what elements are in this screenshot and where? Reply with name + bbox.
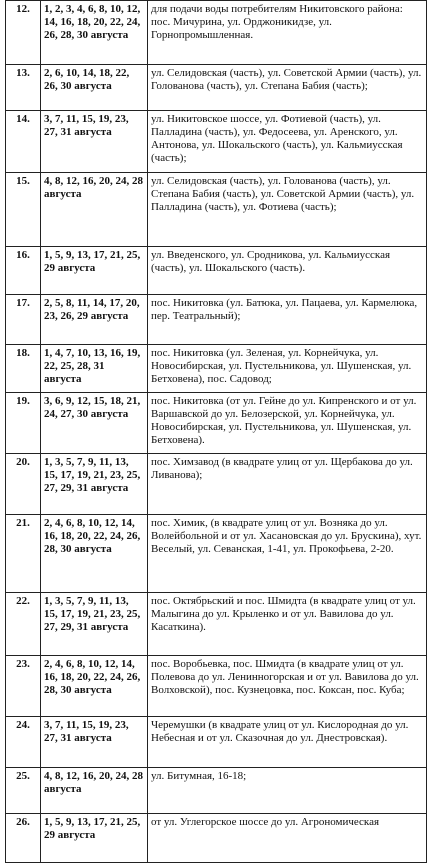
table-row [6, 173, 427, 247]
row-number: 16. [6, 247, 41, 295]
row-number: 23. [6, 656, 41, 717]
water-schedule-table [5, 0, 427, 863]
row-number: 13. [6, 65, 41, 111]
supply-area: пос. Воробьевка, пос. Шмидта (в квадрате улиц от ул. Полевова до ул. Ленинногорская и от ул. Вавилова до ул. Волховской), пос. Кузнецовка, пос. Коксан, пос. Куба; [148, 656, 427, 717]
supply-days: 1, 5, 9, 13, 17, 21, 25, 29 августа [41, 247, 148, 295]
supply-days: 1, 4, 7, 10, 13, 16, 19, 22, 25, 28, 31 августа [41, 345, 148, 393]
supply-days: 2, 6, 10, 14, 18, 22, 26, 30 августа [41, 65, 148, 111]
supply-days: 2, 4, 6, 8, 10, 12, 14, 16, 18, 20, 22, 24, 26, 28, 30 августа [41, 515, 148, 593]
supply-days: 4, 8, 12, 16, 20, 24, 28 августа [41, 768, 148, 814]
supply-area: Черемушки (в квадрате улиц от ул. Кислородная до ул. Небесная и от ул. Сказочная до ул. Днестровская). [148, 717, 427, 768]
supply-area: ул. Селидовская (часть), ул. Голованова (часть), ул. Степана Бабия (часть), ул. Советской Армии (часть), ул. Палладина (часть), ул. Фотиева (часть); [148, 173, 427, 247]
supply-days: 1, 5, 9, 13, 17, 21, 25, 29 августа [41, 814, 148, 863]
supply-area: пос. Химзавод (в квадрате улиц от ул. Щербакова до ул. Ливанова); [148, 454, 427, 515]
table-row [6, 814, 427, 863]
supply-days: 1, 2, 3, 4, 6, 8, 10, 12, 14, 16, 18, 20, 22, 24, 26, 28, 30 августа [41, 1, 148, 65]
table-row [6, 1, 427, 65]
table-row [6, 656, 427, 717]
supply-days: 4, 8, 12, 16, 20, 24, 28 августа [41, 173, 148, 247]
table-row [6, 111, 427, 173]
supply-area: от ул. Углегорское шоссе до ул. Агрономическая [148, 814, 427, 863]
table-row [6, 295, 427, 345]
supply-area: пос. Никитовка (от ул. Гейне до ул. Кипренского и от ул. Варшавской до ул. Белозерской, ул. Корнейчука, ул. Новосибирская, ул. Пустельникова, ул. Шушенская, ул. Бетховена). [148, 393, 427, 454]
row-number: 14. [6, 111, 41, 173]
row-number: 25. [6, 768, 41, 814]
supply-area: для подачи воды потребителям Никитовского района: пос. Мичурина, ул. Орджоникидзе, ул. Горнопромышленная. [148, 1, 427, 65]
supply-days: 3, 7, 11, 15, 19, 23, 27, 31 августа [41, 717, 148, 768]
supply-area: ул. Битумная, 16-18; [148, 768, 427, 814]
supply-area: ул. Селидовская (часть), ул. Советской Армии (часть), ул. Голованова (часть), ул. Степана Бабия (часть); [148, 65, 427, 111]
row-number: 17. [6, 295, 41, 345]
table-row [6, 454, 427, 515]
row-number: 26. [6, 814, 41, 863]
supply-days: 1, 3, 5, 7, 9, 11, 13, 15, 17, 19, 21, 23, 25, 27, 29, 31 августа [41, 454, 148, 515]
table-row [6, 515, 427, 593]
row-number: 18. [6, 345, 41, 393]
supply-area: ул. Никитовское шоссе, ул. Фотиевой (часть), ул. Палладина (часть), ул. Федосеева, ул. Аренского, ул. Антонова, ул. Шокальского (часть), ул. Кальмиусская (часть); [148, 111, 427, 173]
supply-area: пос. Октябрьский и пос. Шмидта (в квадрате улиц от ул. Малыгина до ул. Крыленко и от ул. Вавилова до ул. Касаткина). [148, 593, 427, 656]
supply-days: 2, 5, 8, 11, 14, 17, 20, 23, 26, 29 августа [41, 295, 148, 345]
supply-days: 3, 7, 11, 15, 19, 23, 27, 31 августа [41, 111, 148, 173]
row-number: 12. [6, 1, 41, 65]
table-row [6, 593, 427, 656]
row-number: 22. [6, 593, 41, 656]
table-row [6, 393, 427, 454]
supply-area: пос. Никитовка (ул. Зеленая, ул. Корнейчука, ул. Новосибирская, ул. Пустельникова, ул. Шушенская, ул. Бетховена), пос. Садовод; [148, 345, 427, 393]
row-number: 21. [6, 515, 41, 593]
table-row [6, 247, 427, 295]
supply-days: 1, 3, 5, 7, 9, 11, 13, 15, 17, 19, 21, 23, 25, 27, 29, 31 августа [41, 593, 148, 656]
row-number: 19. [6, 393, 41, 454]
table-row [6, 717, 427, 768]
row-number: 15. [6, 173, 41, 247]
supply-days: 2, 4, 6, 8, 10, 12, 14, 16, 18, 20, 22, 24, 26, 28, 30 августа [41, 656, 148, 717]
supply-area: ул. Введенского, ул. Сродникова, ул. Кальмиусская (часть), ул. Шокальского (часть). [148, 247, 427, 295]
row-number: 20. [6, 454, 41, 515]
supply-area: пос. Химик, (в квадрате улиц от ул. Возняка до ул. Волейбольной и от ул. Хасановская до ул. Брускина), хут. Веселый, ул. Севанская, 1-41, ул. Прокофьева, 2-20. [148, 515, 427, 593]
table-row [6, 768, 427, 814]
table-row [6, 65, 427, 111]
row-number: 24. [6, 717, 41, 768]
supply-area: пос. Никитовка (ул. Батюка, ул. Пацаева, ул. Кармелюка, пер. Театральный); [148, 295, 427, 345]
table-row [6, 345, 427, 393]
supply-days: 3, 6, 9, 12, 15, 18, 21, 24, 27, 30 августа [41, 393, 148, 454]
